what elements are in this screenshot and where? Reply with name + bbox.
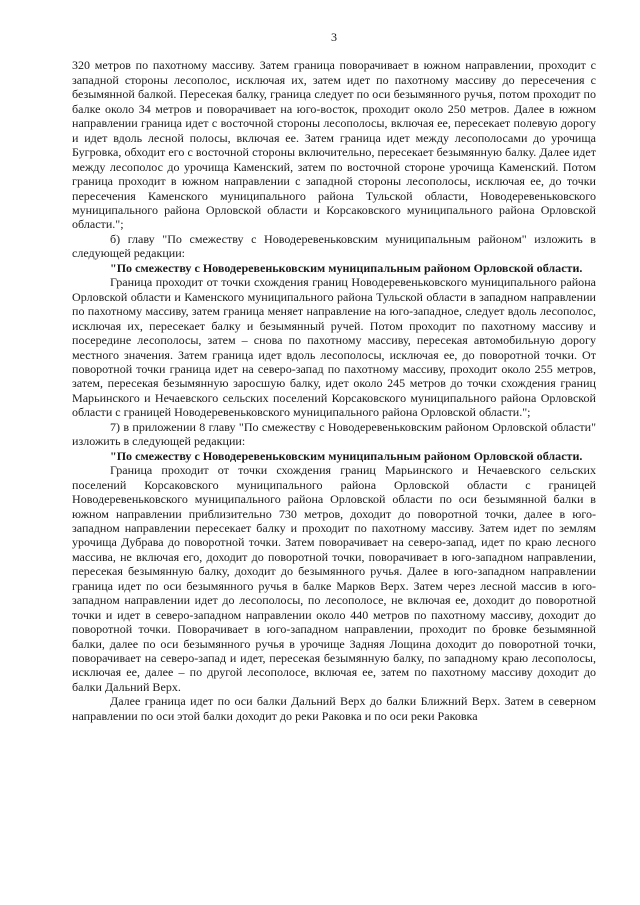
paragraph-boundary-description-2: Граница проходит от точки схождения границ Марьинского и Нечаевского сельских поселений Корсаковского муниципального района Орловской области с границей Новодеревеньковского муниципального района Орловской области по оси безымянной балки в южном направлении приблизительно 730 метров, доходит до поворотной точки, далее в юго-западном направлении пересекает балку и проходит по пахотному массиву. Затем идет по землям урочища Дубрава до поворотной точки. Затем поворачивает на северо-запад, идет по краю лесного массива, не включая его, доходит до поворотной точки, поворачивает в юго-западном направлении, пересекая безымянную балку, доходит до безымянного ручья. Далее в юго-западном направлении граница идет по оси безымянного ручья в балке Марков Верх. Затем через лесной массив в юго-западном направлении идет до лесополосы, по лесополосе, не включая ее, доходит до поворотной точки и идет в северо-западном направлении около 440 метров по пахотному массиву, доходит до поворотной точки. Поворачивает в юго-западном направлении, проходит по бровке безымянной балки, далее по оси безымянного ручья в урочище Задняя Лощина доходит до поворотной точки, поворачивает на северо-запад и идет, пересекая безымянную балку, по западному краю лесополосы, исключая ее, далее – по другой лесополосе, включая ее, затем по пахотному массиву доходит до балки Дальний Верх. — [72, 463, 596, 694]
document-page — [72, 30, 596, 723]
paragraph-boundary-description-3: Далее граница идет по оси балки Дальний Верх до балки Ближний Верх. Затем в северном направлении по оси этой балки доходит до реки Раковка и по оси реки Раковка — [72, 694, 596, 723]
section-heading-novoderevenkovsky-1: "По смежеству с Новодеревеньковским муниципальным районом Орловской области. — [110, 260, 583, 275]
paragraph-boundary-description-1: Граница проходит от точки схождения границ Новодеревеньковского муниципального района Орловской области и Каменского муниципального района Тульской области в западном направлении по пахотному массиву, затем граница меняет направление на юго-западное, следует вдоль лесополос, исключая их, пересекает балку и безымянный ручей. Потом проходит по пахотному массиву и посередине лесополосы, затем – снова по пахотному массиву, пересекая автомобильную дорогу местного значения. Затем граница идет вдоль лесополосы, исключая ее, до поворотной точки. От поворотной точки граница идет на северо-запад по пахотному массиву, проходит около 255 метров, затем, пересекая безымянную заросшую балку, идет около 245 метров до точки схождения границ Марьинского и Нечаевского сельских поселений Корсаковского муниципального района Орловской области с границей Новодеревеньковского муниципального района Орловской области."; — [72, 275, 596, 420]
section-heading-novoderevenkovsky-2: "По смежеству с Новодеревеньковским муниципальным районом Орловской области. — [110, 448, 583, 463]
paragraph-boundary-continuation: 320 метров по пахотному массиву. Затем граница поворачивает в южном направлении, проходит с западной стороны лесополос, исключая их, затем идет по пахотному массиву до пересечения с безымянной балкой. Пересекая балку, граница следует по оси безымянного ручья, потом проходит по балке около 34 метров и поворачивает на юго-восток, проходит около 250 метров. Далее в южном направлении граница идет с восточной стороны лесополосы, включая ее, пересекает полевую дорогу и идет вдоль лесной полосы, включая ее. Затем граница идет между лесополосами до урочища Бугровка, обходит его с восточной стороны включительно, пересекает безымянную балку. Далее идет между лесополос до урочища Каменский, затем по восточной стороне урочища Каменский. Потом граница проходит в южном направлении с западной стороны лесополосы, исключая ее, до точки пересечения Каменского муниципального района Тульской области, Новодеревеньковского муниципального района Орловской области и Корсаковского муниципального района Орловской области."; — [72, 58, 596, 232]
paragraph-amendment-b: б) главу "По смежеству с Новодеревеньковским муниципальным районом" изложить в следующей редакции: — [72, 231, 596, 261]
page-number: 3 — [330, 30, 338, 44]
paragraph-amendment-7: 7) в приложении 8 главу "По смежеству с Новодеревеньковским районом Орловской области" изложить в следующей редакции: — [72, 419, 596, 449]
